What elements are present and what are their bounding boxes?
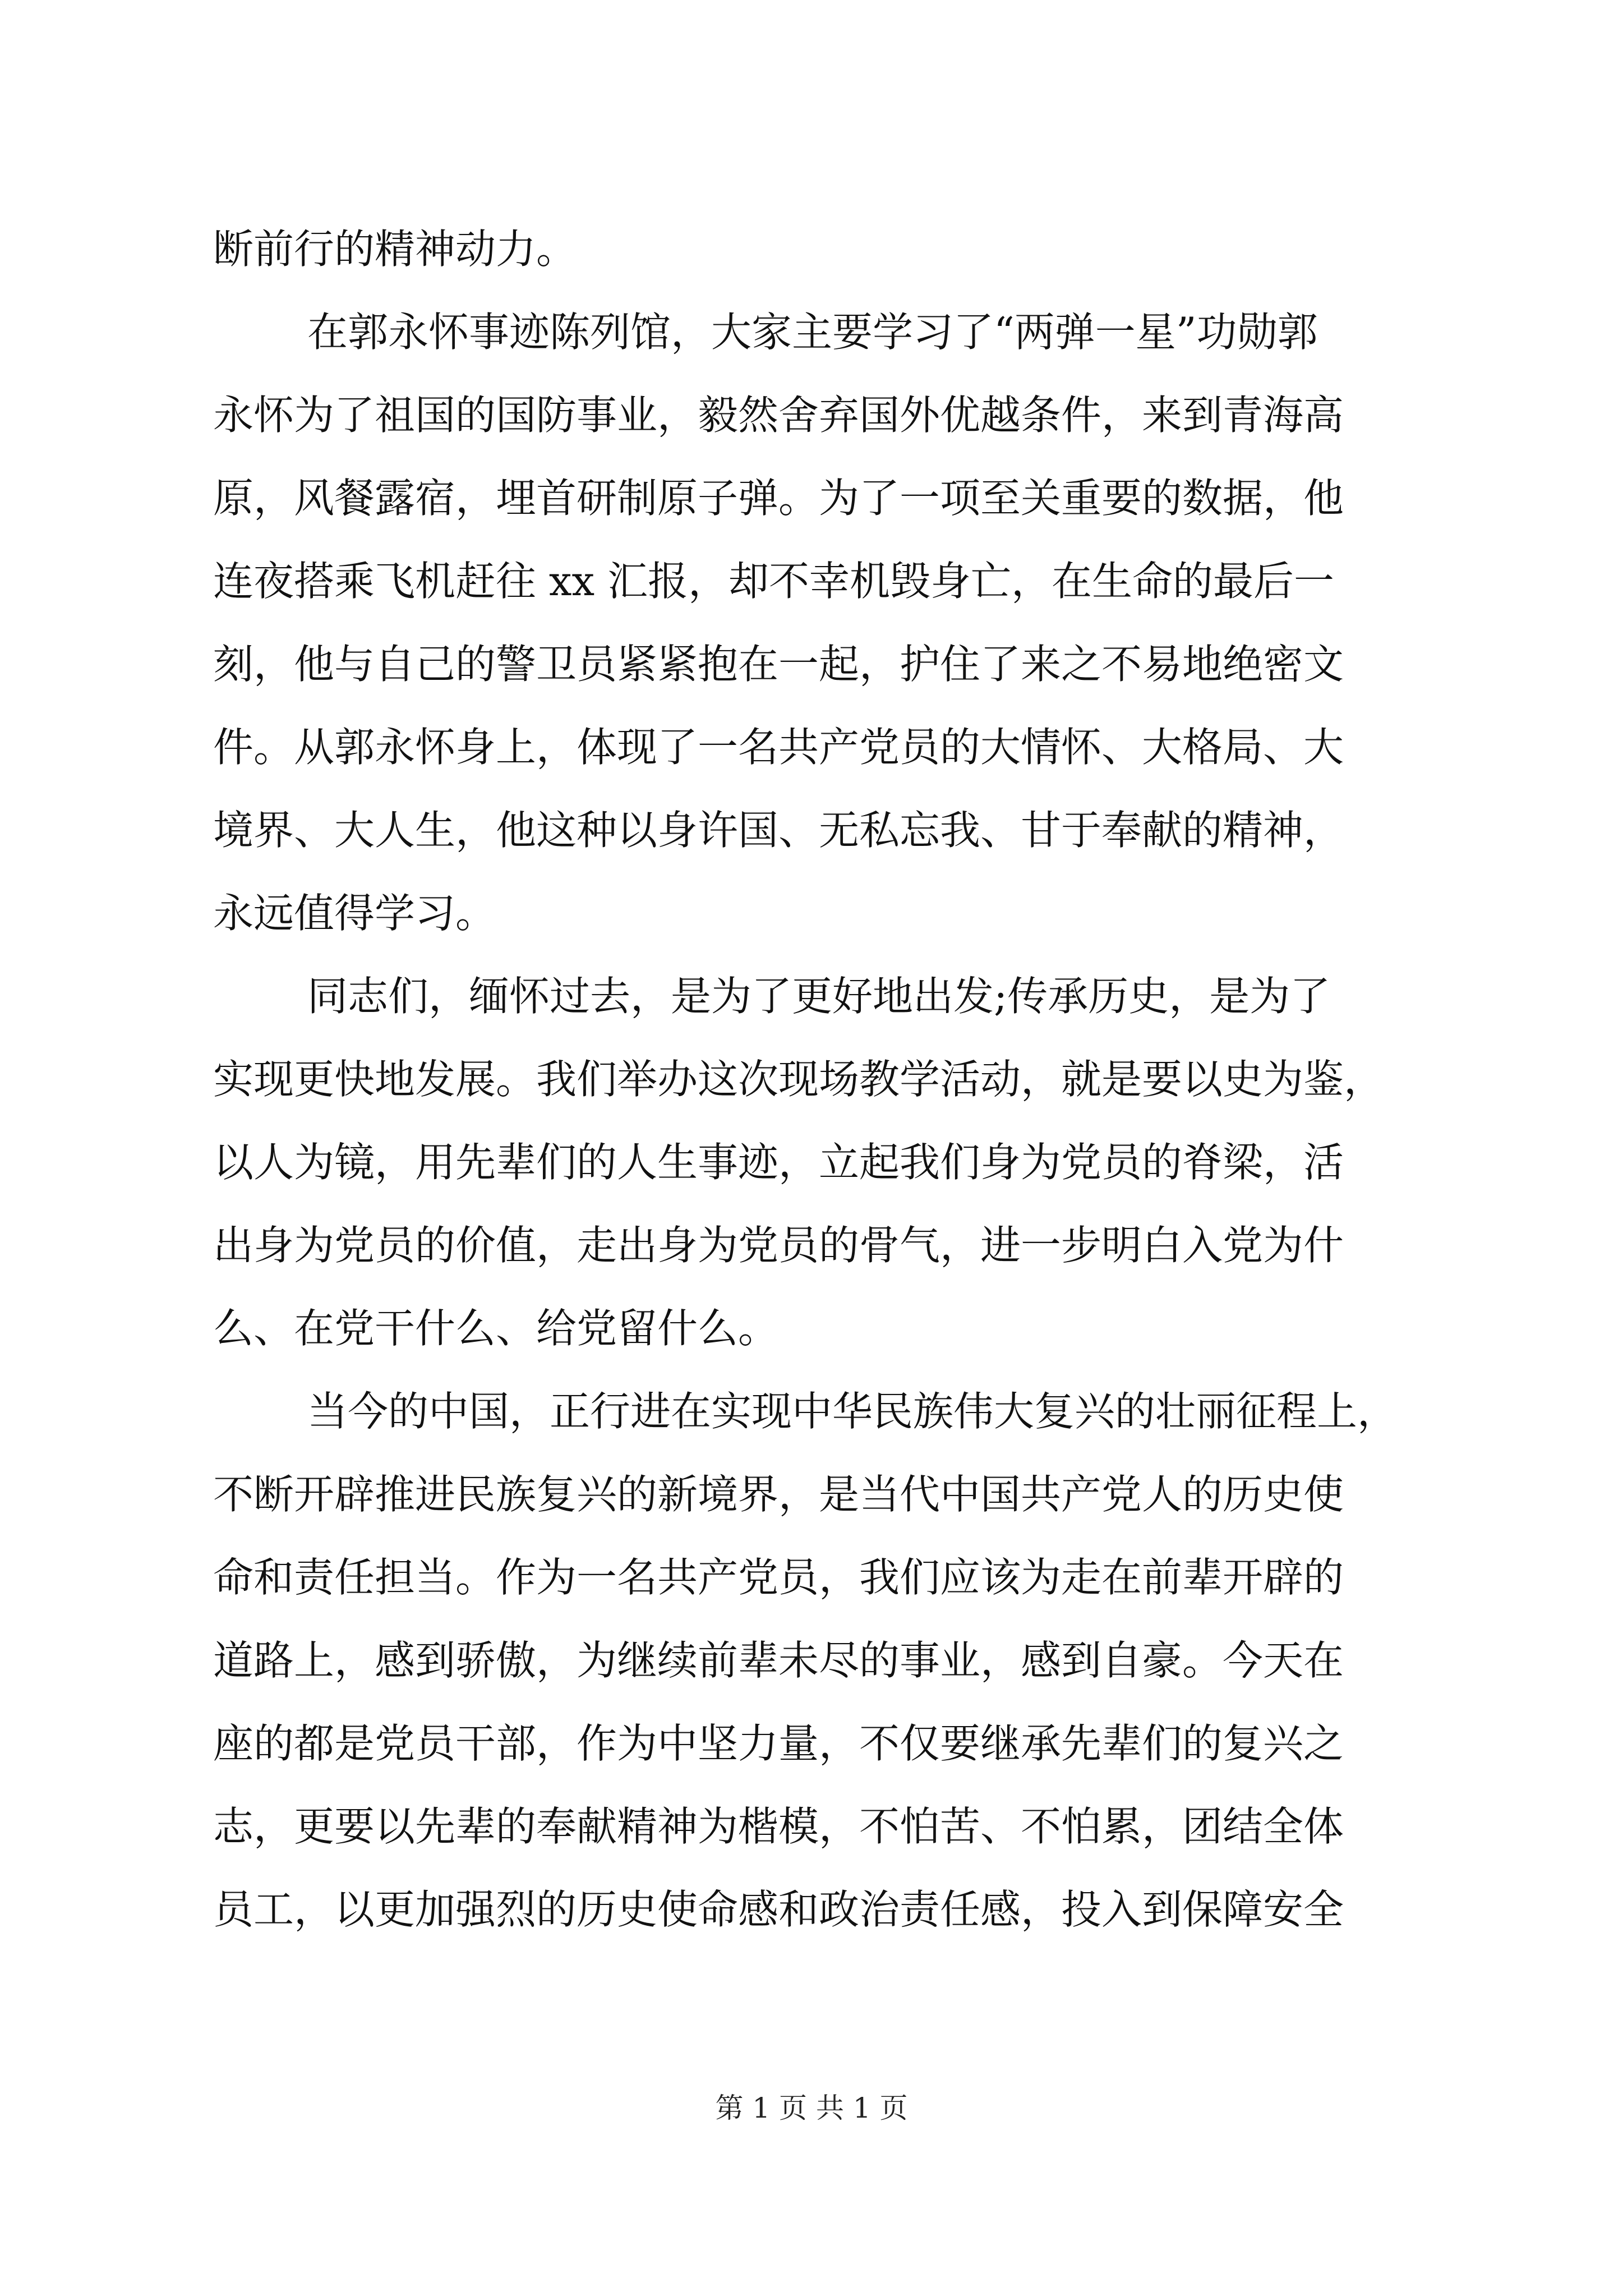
text-line: 在郭永怀事迹陈列馆，大家主要学习了“两弹一星”功勋郭 — [307, 309, 1318, 356]
text-line: 刻，他与自己的警卫员紧紧抱在一起，护住了来之不易地绝密文 — [213, 641, 1344, 688]
page-footer: 第 1 页 共 1 页 — [715, 2092, 908, 2124]
text-line: 件。从郭永怀身上，体现了一名共产党员的大情怀、大格局、大 — [213, 724, 1344, 771]
text-line: 永怀为了祖国的国防事业，毅然舍弃国外优越条件，来到青海高 — [213, 392, 1344, 439]
text-line: 连夜搭乘飞机赶往 xx 汇报，却不幸机毁身亡，在生命的最后一 — [213, 558, 1334, 605]
text-line: 原，风餐露宿，埋首研制原子弹。为了一项至关重要的数据，他 — [213, 475, 1344, 522]
text-line: 么、在党干什么、给党留什么。 — [213, 1305, 779, 1352]
text-line: 永远值得学习。 — [213, 890, 496, 937]
text-line: 命和责任担当。作为一名共产党员，我们应该为走在前辈开辟的 — [213, 1554, 1344, 1601]
text-line: 当今的中国，正行进在实现中华民族伟大复兴的壮丽征程上， — [307, 1388, 1398, 1435]
text-line: 不断开辟推进民族复兴的新境界，是当代中国共产党人的历史使 — [213, 1471, 1344, 1518]
text-line: 道路上，感到骄傲，为继续前辈未尽的事业，感到自豪。今天在 — [213, 1637, 1344, 1684]
text-line: 同志们，缅怀过去，是为了更好地出发;传承历史，是为了 — [307, 973, 1331, 1020]
text-line: 以人为镜，用先辈们的人生事迹，立起我们身为党员的脊梁，活 — [213, 1139, 1344, 1186]
text-line: 志，更要以先辈的奉献精神为楷模，不怕苦、不怕累，团结全体 — [213, 1803, 1344, 1850]
text-line: 出身为党员的价值，走出身为党员的骨气，进一步明白入党为什 — [213, 1222, 1344, 1269]
text-line: 员工，以更加强烈的历史使命感和政治责任感，投入到保障安全 — [213, 1886, 1344, 1933]
text-line: 境界、大人生，他这种以身许国、无私忘我、甘于奉献的精神， — [213, 807, 1344, 854]
text-line: 实现更快地发展。我们举办这次现场教学活动，就是要以史为鉴， — [213, 1056, 1385, 1103]
text-line: 断前行的精神动力。 — [213, 226, 577, 273]
text-line: 座的都是党员干部，作为中坚力量，不仅要继承先辈们的复兴之 — [213, 1720, 1344, 1767]
